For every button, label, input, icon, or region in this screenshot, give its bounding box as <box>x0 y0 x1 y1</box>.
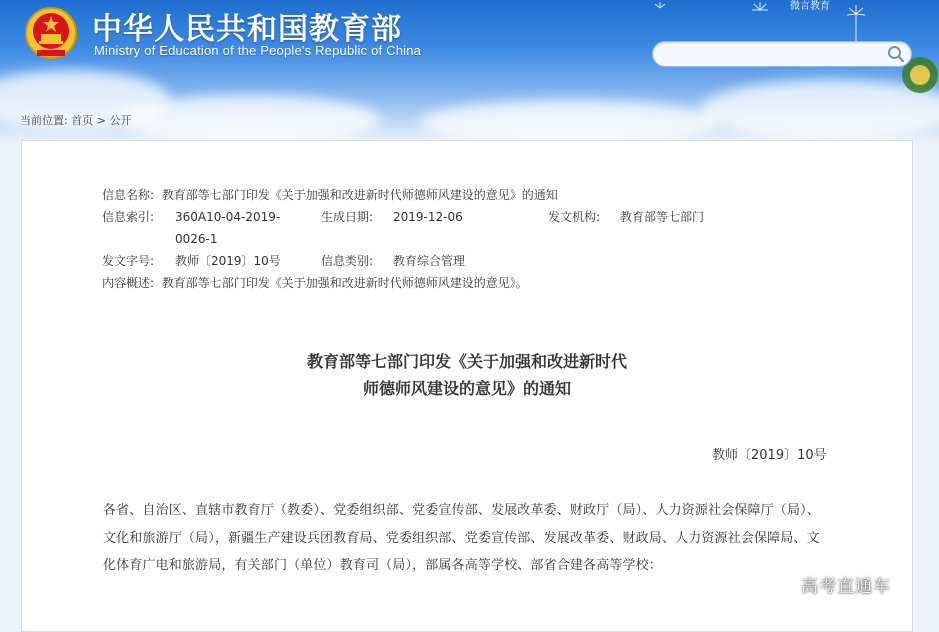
meta-name-value: 教育部等七部门印发《关于加强和改进新时代师德师风建设的意见》的通知 <box>161 188 558 202</box>
breadcrumb <box>20 112 131 128</box>
meta-index-label: 信息索引: <box>102 210 155 224</box>
document-number: 教师〔2019〕10号 <box>712 448 827 463</box>
meta-org-label: 发文机构: <box>548 210 601 224</box>
meta-category-label: 信息类别: <box>321 254 374 268</box>
cloud-decoration <box>120 95 380 140</box>
meta-summary-row <box>102 275 528 291</box>
meta-docno-label: 发文字号: <box>102 254 155 268</box>
meta-date-value: 2019-12-06 <box>393 210 463 224</box>
meta-name-row <box>102 187 558 203</box>
document-title-line1: 教育部等七部门印发《关于加强和改进新时代 <box>306 352 627 371</box>
meta-name-label: 信息名称: <box>102 188 155 202</box>
site-title[interactable]: 中华人民共和国教育部 <box>92 12 402 47</box>
weiyan-link[interactable]: 微言教育 <box>790 1 830 12</box>
meta-index-value-line1: 360A10-04-2019- <box>175 210 281 224</box>
article-card <box>21 140 913 632</box>
meta-summary-label: 内容概述: <box>102 276 155 290</box>
document-body: 各省、自治区、直辖市教育厅（教委）、党委组织部、党委宣传部、发展改革委、财政厅（局）、人力资源社会保障厅（局）、文化和旅游厅（局），新疆生产建设兵团教育局、党委组织部、党委宣传部、发展改革委、财政局、人力资源社会保障局、文化体育广电和旅游局，有关部门（单位）教育司（局），部属各高等学校、部省合建各高等学校： <box>103 503 820 573</box>
meta-docno-value: 教师〔2019〕10号 <box>175 254 281 268</box>
watermark-text: 高考直通车 <box>801 577 891 597</box>
search-input[interactable] <box>663 45 872 65</box>
document-title-line2: 师德师风建设的意见》的通知 <box>362 379 571 398</box>
document-title <box>22 348 912 402</box>
national-emblem-icon[interactable] <box>24 6 78 60</box>
search-bar <box>652 41 912 67</box>
meta-summary-value: 教育部等七部门印发《关于加强和改进新时代师德师风建设的意见》。 <box>161 276 528 290</box>
site-header <box>0 0 939 140</box>
site-subtitle: Ministry of Education of the People's Republic of China <box>94 43 422 58</box>
meta-category-value: 教育综合管理 <box>393 254 466 268</box>
breadcrumb-current-link[interactable]: 公开 <box>109 114 132 127</box>
search-icon[interactable] <box>886 44 906 64</box>
breadcrumb-home-link[interactable]: 首页 <box>71 114 94 127</box>
meta-index-value-line2: 0026-1 <box>175 232 218 246</box>
breadcrumb-prefix: 当前位置: <box>20 114 68 127</box>
breadcrumb-separator: > <box>96 114 106 127</box>
meta-date-label: 生成日期: <box>321 210 374 224</box>
meta-org-value: 教育部等七部门 <box>620 210 705 224</box>
